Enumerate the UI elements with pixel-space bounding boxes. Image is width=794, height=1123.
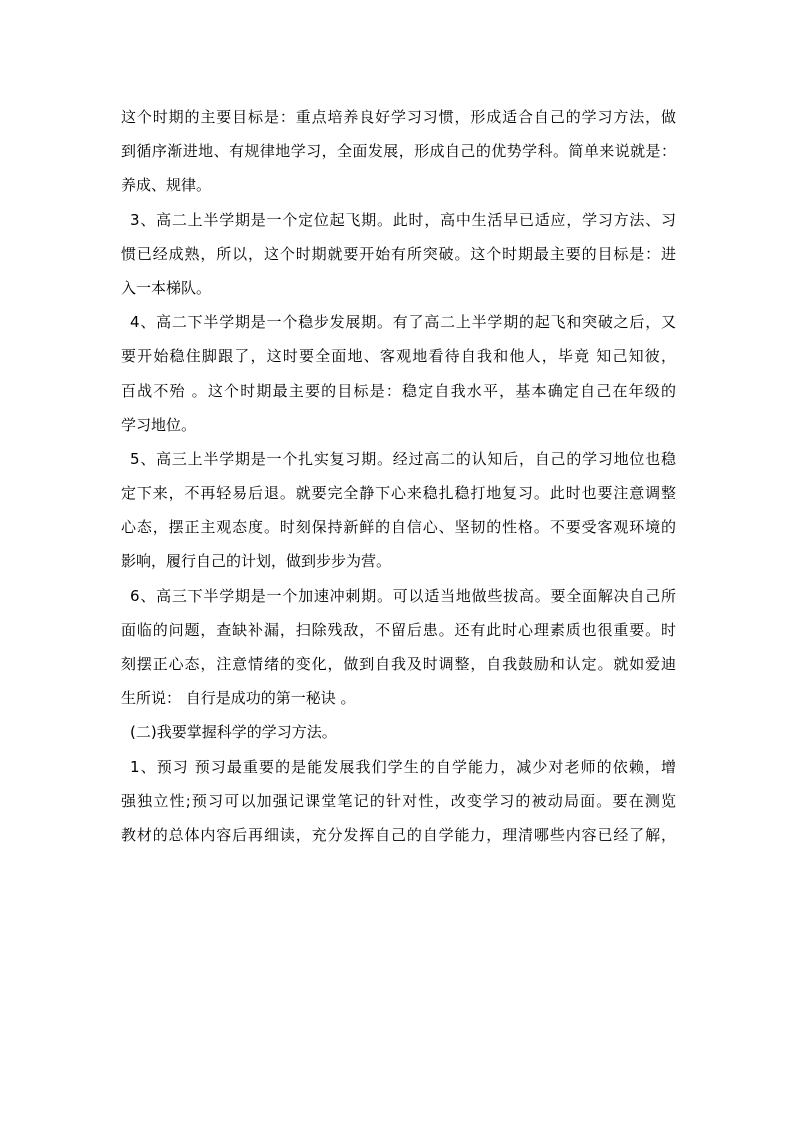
document-body: [121, 100, 676, 852]
text-line: 定下来，不再轻易后退。就要完全静下心来稳扎稳打地复习。此时也要注意调整: [121, 484, 676, 503]
text-line: 面临的问题，查缺补漏，扫除残敌，不留后患。还有此时心理素质也很重要。时: [121, 620, 676, 639]
text-line: (二)我要掌握科学的学习方法。: [130, 723, 337, 742]
text-line: 心态，摆正主观态度。时刻保持新鲜的自信心、坚韧的性格。不要受客观环境的: [121, 518, 676, 537]
text-line: 教材的总体内容后再细读，充分发挥自己的自学能力，理清哪些内容已经了解，: [121, 825, 676, 844]
text-line: 5、高三上半学期是一个扎实复习期。经过高二的认知后，自己的学习地位也稳: [130, 449, 676, 468]
text-line: 百战不殆 。这个时期最主要的目标是：稳定自我水平，基本确定自己在年级的: [121, 381, 676, 400]
text-line: 到循序渐进地、有规律地学习，全面发展，形成自己的优势学科。简单来说就是：: [121, 142, 676, 161]
text-line: 影响，履行自己的计划，做到步步为营。: [121, 552, 392, 571]
text-line: 这个时期的主要目标是：重点培养良好学习习惯，形成适合自己的学习方法，做: [121, 108, 676, 126]
text-line: 入一本梯队。: [121, 278, 212, 297]
text-line: 6、高三下半学期是一个加速冲刺期。可以适当地做些拔高。要全面解决自己所: [130, 586, 676, 605]
text-line: 要开始稳住脚跟了，这时要全面地、客观地看待自我和他人，毕竟 知己知彼，: [121, 347, 676, 366]
text-line: 惯已经成熟，所以，这个时期就要开始有所突破。这个时期最主要的目标是：进: [121, 244, 676, 263]
text-line: 学习地位。: [121, 415, 197, 434]
text-line: 生所说： 自行是成功的第一秘诀 。: [121, 689, 356, 708]
text-line: 养成、规律。: [121, 176, 212, 195]
text-line: 强独立性;预习可以加强记课堂笔记的针对性，改变学习的被动局面。要在测览: [121, 791, 676, 810]
text-line: 3、高二上半学期是一个定位起飞期。此时，高中生活早已适应，学习方法、习: [130, 210, 676, 229]
text-line: 刻摆正心态，注意情绪的变化，做到自我及时调整，自我鼓励和认定。就如爱迪: [121, 655, 676, 673]
text-line: 1、预习 预习最重要的是能发展我们学生的自学能力，减少对老师的依赖，增: [130, 757, 676, 776]
text-line: 4、高二下半学期是一个稳步发展期。有了高二上半学期的起飞和突破之后，又: [130, 313, 676, 332]
